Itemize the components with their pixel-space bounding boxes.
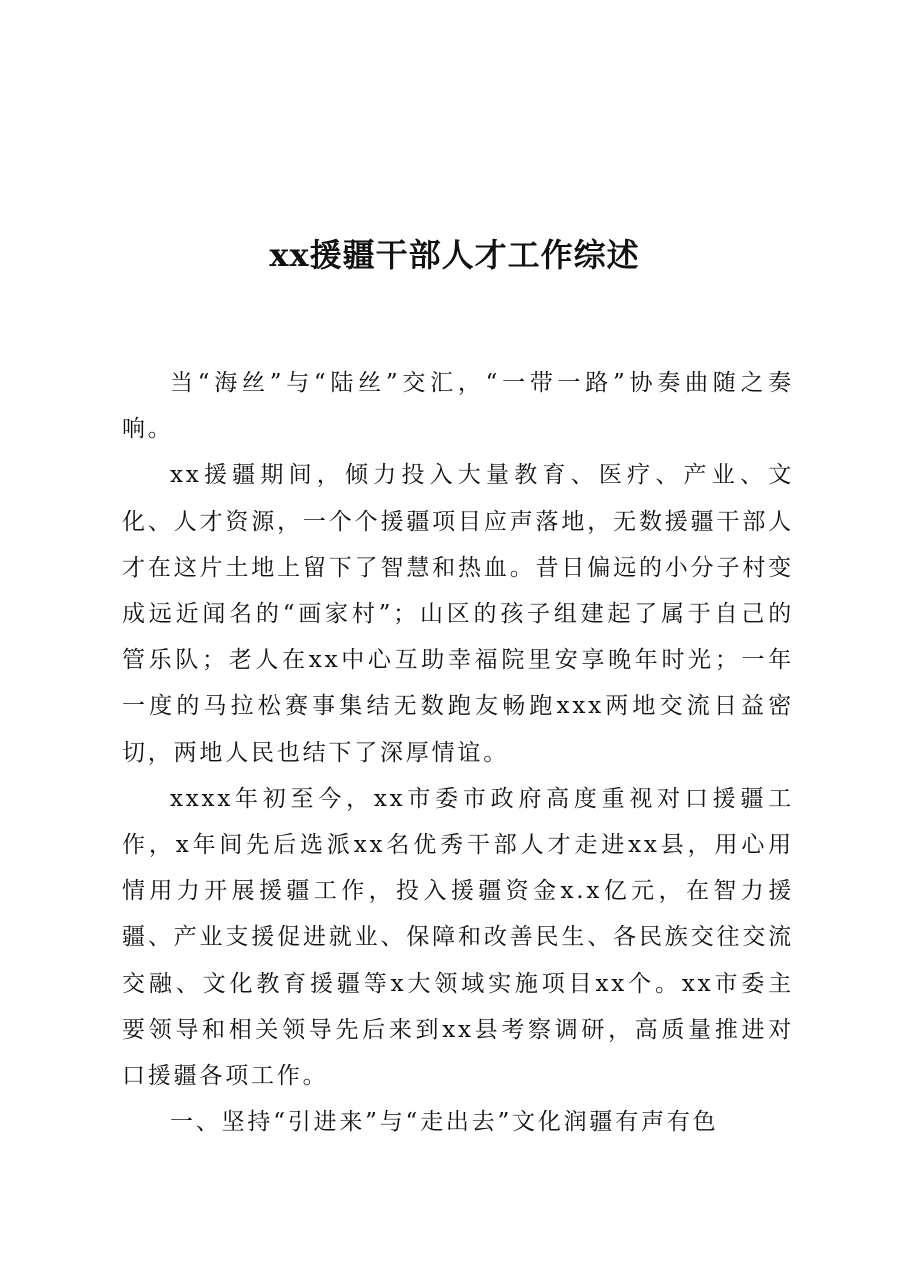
paragraph-work-summary: xxxx年初至今，xx市委市政府高度重视对口援疆工作，x年间先后选派xx名优秀干部人才走进xx县，用心用情用力开展援疆工作，投入援疆资金x.x亿元，在智力援疆、产业支援促进就业、保障和改善民生、各民族交往交流交融、文化教育援疆等x大领域实施项目xx个。xx市委主要领导和相关领导先后来到xx县考察调研，高质量推进对口援疆各项工作。 [122,785,794,1090]
paragraph-aid-overview: xx援疆期间，倾力投入大量教育、医疗、产业、文化、人才资源，一个个援疆项目应声落地，无数援疆干部人才在这片土地上留下了智慧和热血。昔日偏远的小分子村变成远近闻名的“画家村”；山区的孩子组建起了属于自己的管乐队；老人在xx中心互助幸福院里安享晚年时光；一年一度的马拉松赛事集结无数跑友畅跑xxx两地交流日益密切，两地人民也结下了深厚情谊。 [122,462,794,766]
document-body [122,360,794,1145]
paragraph-intro: 当“海丝”与“陆丝”交汇，“一带一路”协奏曲随之奏响。 [122,370,794,443]
document-title: xx援疆干部人才工作综述 [269,236,640,275]
section-heading-1: 一、坚持“引进来”与“走出去”文化润疆有声有色 [170,1109,719,1136]
